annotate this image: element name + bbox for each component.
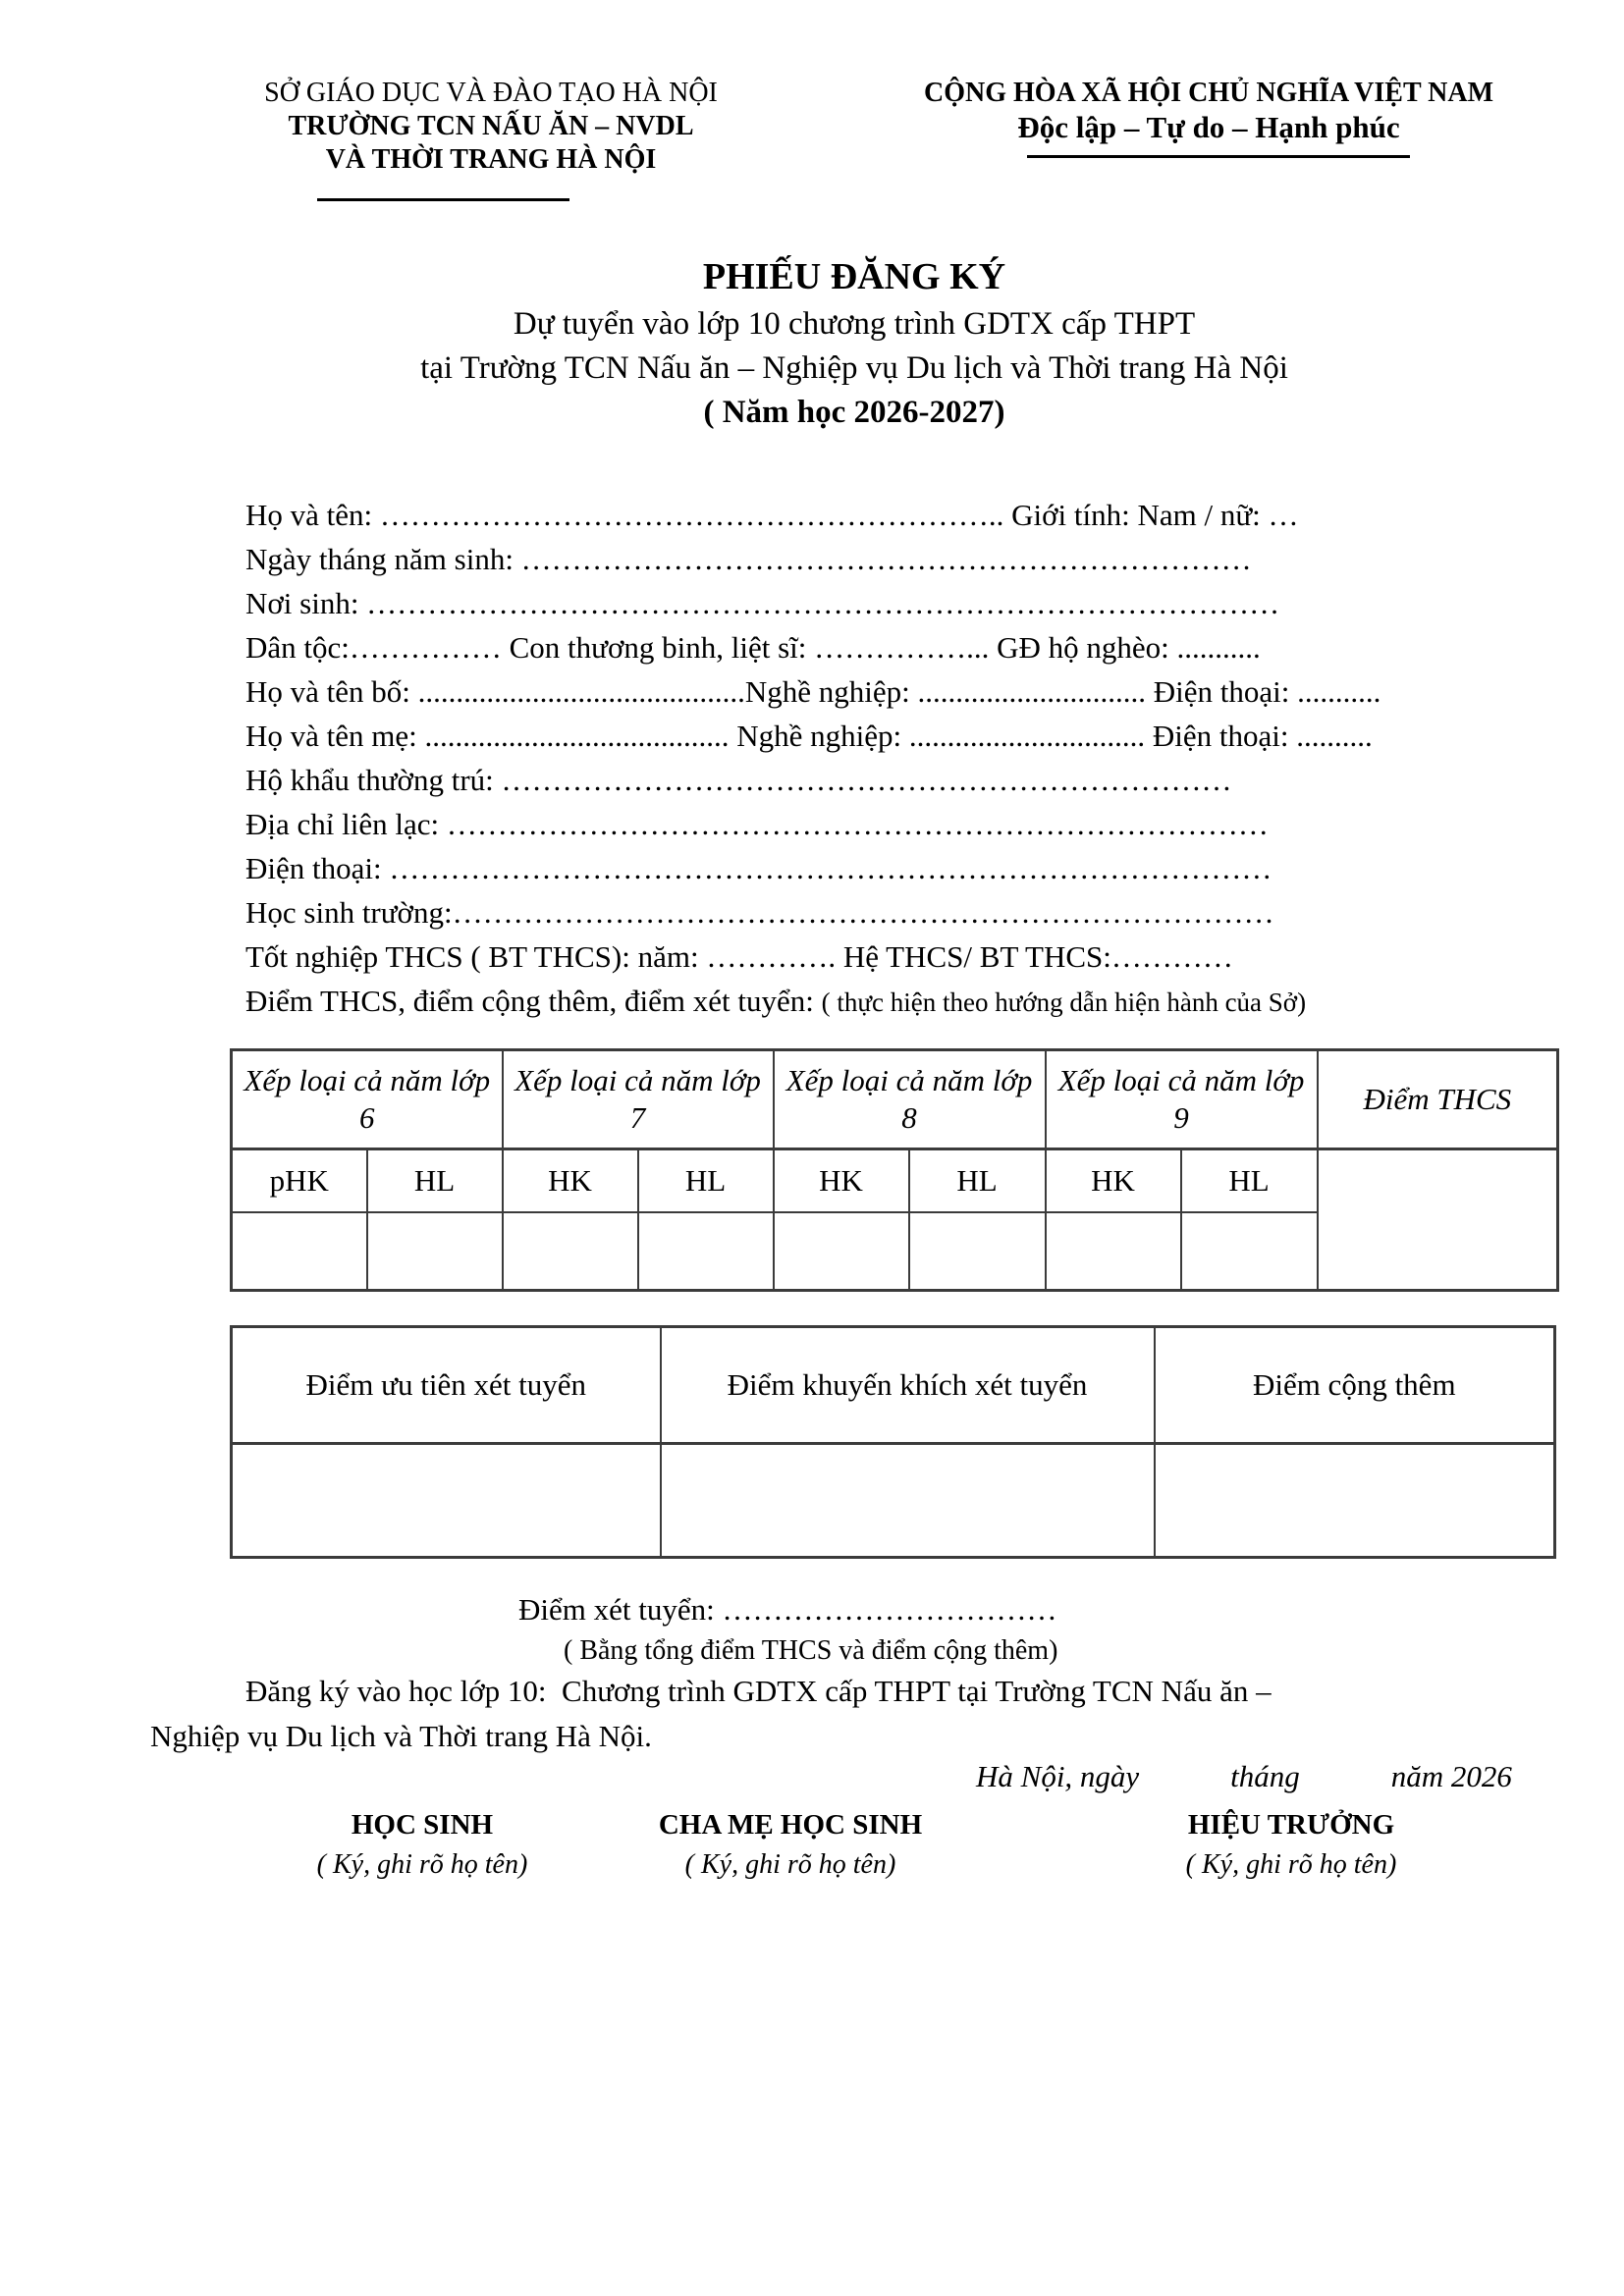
subheader-hk: HK bbox=[503, 1149, 638, 1213]
subheader-hk: pHK bbox=[232, 1149, 367, 1213]
subheader-hl: HL bbox=[367, 1149, 503, 1213]
grade-classification-table bbox=[230, 1048, 1559, 1292]
form-line-residence: Hộ khẩu thường trú: ……………………………………………………………… bbox=[245, 763, 1232, 797]
bonus-points-table bbox=[230, 1325, 1556, 1559]
value-cell bbox=[232, 1212, 367, 1291]
signature-note: ( Ký, ghi rõ họ tên) bbox=[684, 1849, 896, 1880]
national-motto: Độc lập – Tự do – Hạnh phúc bbox=[1017, 110, 1400, 144]
org-header-underline bbox=[317, 198, 569, 201]
national-header-block bbox=[890, 77, 1528, 145]
score-intro-note: ( thực hiện theo hướng dẫn hiện hành của Sở) bbox=[821, 988, 1307, 1017]
form-line-father: Họ và tên bố: ...........................................Nghề nghiệp: .............................. Điện thoại: ........... bbox=[245, 674, 1381, 709]
org-header-block bbox=[236, 77, 746, 177]
value-cell bbox=[638, 1212, 774, 1291]
value-cell bbox=[232, 1444, 661, 1558]
org-school-name-line2: VÀ THỜI TRANG HÀ NỘI bbox=[325, 144, 657, 175]
subheader-hl: HL bbox=[1181, 1149, 1318, 1213]
grade-table-subheader-row bbox=[232, 1149, 1558, 1213]
date-place-line: Hà Nội, ngày tháng năm 2026 bbox=[976, 1759, 1512, 1793]
signature-block-principal bbox=[1065, 1806, 1517, 1883]
admission-score-line: Điểm xét tuyển: …………………………… bbox=[518, 1592, 1057, 1627]
admission-score-note: ( Bằng tổng điểm THCS và điểm cộng thêm) bbox=[564, 1635, 1058, 1666]
org-school-name-line1: TRƯỜNG TCN NẤU ĂN – NVDL bbox=[288, 111, 694, 141]
form-line-contact-address: Địa chỉ liên lạc: ……………………………………………………………………… bbox=[245, 807, 1269, 841]
subheader-hk: HK bbox=[1046, 1149, 1181, 1213]
form-fields-block bbox=[245, 493, 1559, 1025]
signature-title: HỌC SINH bbox=[351, 1809, 494, 1841]
header-grade6: Xếp loại cả năm lớp 6 bbox=[232, 1050, 503, 1149]
subheader-hk: HK bbox=[774, 1149, 909, 1213]
signature-title: HIỆU TRƯỞNG bbox=[1187, 1809, 1395, 1841]
bonus-table-value-row bbox=[232, 1444, 1555, 1558]
page-title: PHIẾU ĐĂNG KÝ bbox=[702, 256, 1006, 297]
score-intro-text: Điểm THCS, điểm cộng thêm, điểm xét tuyển: bbox=[245, 984, 822, 1018]
signature-title: CHA MẸ HỌC SINH bbox=[658, 1809, 923, 1841]
title-subtitle-2: tại Trường TCN Nấu ăn – Nghiệp vụ Du lịch và Thời trang Hà Nội bbox=[420, 350, 1288, 386]
grade-table-header-row bbox=[232, 1050, 1558, 1149]
org-department: SỞ GIÁO DỤC VÀ ĐÀO TẠO HÀ NỘI bbox=[264, 78, 718, 108]
form-line-graduation: Tốt nghiệp THCS ( BT THCS): năm: …………. Hệ THCS/ BT THCS:………… bbox=[245, 939, 1233, 974]
form-line-score-intro bbox=[245, 979, 1559, 1025]
header-grade9: Xếp loại cả năm lớp 9 bbox=[1046, 1050, 1318, 1149]
subheader-hl: HL bbox=[909, 1149, 1046, 1213]
register-paragraph bbox=[150, 1669, 1525, 1759]
signature-note: ( Ký, ghi rõ họ tên) bbox=[316, 1849, 528, 1880]
header-grade8: Xếp loại cả năm lớp 8 bbox=[774, 1050, 1046, 1149]
thcs-score-cell bbox=[1318, 1149, 1558, 1291]
bonus-table-header-row bbox=[232, 1327, 1555, 1444]
value-cell bbox=[1046, 1212, 1181, 1291]
value-cell bbox=[367, 1212, 503, 1291]
form-line-mother: Họ và tên mẹ: ........................................ Nghề nghiệp: ............................... Điện thoại: .......... bbox=[245, 719, 1373, 753]
register-line-2: Nghiệp vụ Du lịch và Thời trang Hà Nội. bbox=[150, 1719, 652, 1753]
value-cell bbox=[661, 1444, 1155, 1558]
header-grade7: Xếp loại cả năm lớp 7 bbox=[503, 1050, 774, 1149]
signature-block-student bbox=[226, 1806, 619, 1883]
title-block bbox=[245, 251, 1463, 435]
form-line-ethnicity: Dân tộc:…………… Con thương binh, liệt sĩ: ……………... GĐ hộ nghèo: ........... bbox=[245, 630, 1261, 665]
header-thcs-score: Điểm THCS bbox=[1318, 1050, 1558, 1149]
title-school-year: ( Năm học 2026-2027) bbox=[703, 395, 1005, 430]
value-cell bbox=[503, 1212, 638, 1291]
form-line-phone: Điện thoại: …………………………………………………………………………… bbox=[245, 851, 1272, 885]
header-incentive-points: Điểm khuyến khích xét tuyển bbox=[661, 1327, 1155, 1444]
form-line-full-name: Họ và tên: …………………………………………………….. Giới tính: Nam / nữ: … bbox=[245, 498, 1299, 532]
header-added-points: Điểm cộng thêm bbox=[1155, 1327, 1555, 1444]
header-priority-points: Điểm ưu tiên xét tuyển bbox=[232, 1327, 661, 1444]
signature-note: ( Ký, ghi rõ họ tên) bbox=[1185, 1849, 1397, 1880]
national-motto-underline bbox=[1027, 155, 1410, 158]
title-subtitle-1: Dự tuyển vào lớp 10 chương trình GDTX cấp THPT bbox=[513, 306, 1196, 342]
value-cell bbox=[1155, 1444, 1555, 1558]
national-title: CỘNG HÒA XÃ HỘI CHỦ NGHĨA VIỆT NAM bbox=[923, 78, 1494, 108]
form-line-birth-place: Nơi sinh: ……………………………………………………………………………… bbox=[245, 586, 1280, 620]
form-line-school: Học sinh trường:……………………………………………………………………… bbox=[245, 895, 1274, 930]
register-line-1: Đăng ký vào học lớp 10: Chương trình GDTX cấp THPT tại Trường TCN Nấu ăn – bbox=[245, 1674, 1272, 1708]
value-cell bbox=[909, 1212, 1046, 1291]
value-cell bbox=[1181, 1212, 1318, 1291]
form-line-birth-date: Ngày tháng năm sinh: ……………………………………………………………… bbox=[245, 542, 1252, 576]
subheader-hl: HL bbox=[638, 1149, 774, 1213]
signature-block-parent bbox=[574, 1806, 1006, 1883]
value-cell bbox=[774, 1212, 909, 1291]
